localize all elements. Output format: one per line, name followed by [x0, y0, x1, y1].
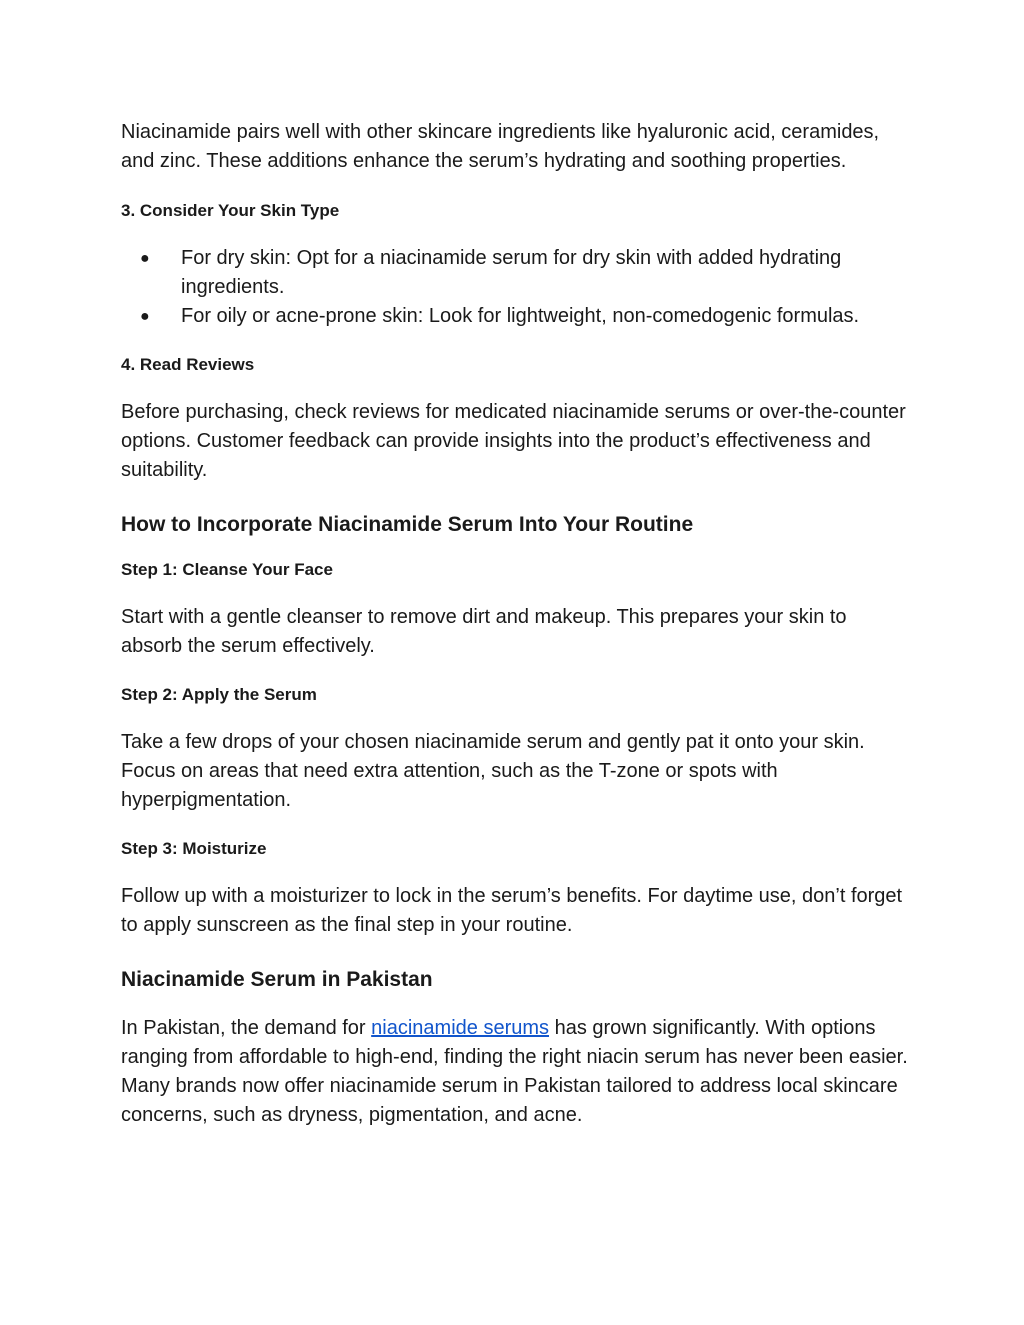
bullet-icon: ●	[140, 308, 150, 325]
step-1-title: Step 1: Cleanse Your Face	[121, 560, 333, 579]
bullet-icon: ●	[140, 250, 150, 267]
niacinamide-serums-link[interactable]: niacinamide serums	[371, 1017, 550, 1039]
list-item	[121, 302, 911, 331]
list-item-text: For oily or acne-prone skin: Look for lightweight, non-comedogenic formulas.	[181, 305, 860, 327]
pakistan-paragraph	[121, 1014, 911, 1130]
step-3-text: Follow up with a moisturizer to lock in the serum’s benefits. For daytime use, don’t forget to apply sunscreen as the final step in your routine.	[121, 885, 903, 936]
pakistan-text-before: In Pakistan, the demand for	[121, 1017, 372, 1039]
heading-consider-skin-type: 3. Consider Your Skin Type	[121, 201, 340, 220]
reviews-paragraph: Before purchasing, check reviews for medicated niacinamide serums or over-the-counter options. Customer feedback can provide insights into the product’s effectiveness and suitability.	[121, 401, 906, 481]
list-item	[121, 244, 911, 302]
skin-type-list	[121, 244, 911, 331]
pakistan-text-after: has grown significantly. With options ranging from affordable to high-end, finding the right niacin serum has never been easier. Many brands now offer niacinamide serum in Pakistan tailored to address local skincare concerns, such as dryness, pigmentation, and acne.	[121, 1017, 908, 1126]
step-2-title: Step 2: Apply the Serum	[121, 685, 317, 704]
document-page	[121, 118, 911, 1130]
step-1-text: Start with a gentle cleanser to remove dirt and makeup. This prepares your skin to absorb the serum effectively.	[121, 606, 847, 657]
heading-routine: How to Incorporate Niacinamide Serum Into Your Routine	[121, 513, 694, 536]
intro-paragraph: Niacinamide pairs well with other skincare ingredients like hyaluronic acid, ceramides, and zinc. These additions enhance the serum’s hydrating and soothing properties.	[121, 121, 880, 172]
heading-pakistan: Niacinamide Serum in Pakistan	[121, 968, 433, 991]
list-item-text: For dry skin: Opt for a niacinamide serum for dry skin with added hydrating ingredients.	[181, 247, 842, 298]
heading-read-reviews: 4. Read Reviews	[121, 355, 255, 374]
step-2-text: Take a few drops of your chosen niacinamide serum and gently pat it onto your skin. Focus on areas that need extra attention, such as the T-zone or spots with hyperpigmentation.	[121, 731, 865, 811]
step-3-title: Step 3: Moisturize	[121, 839, 267, 858]
